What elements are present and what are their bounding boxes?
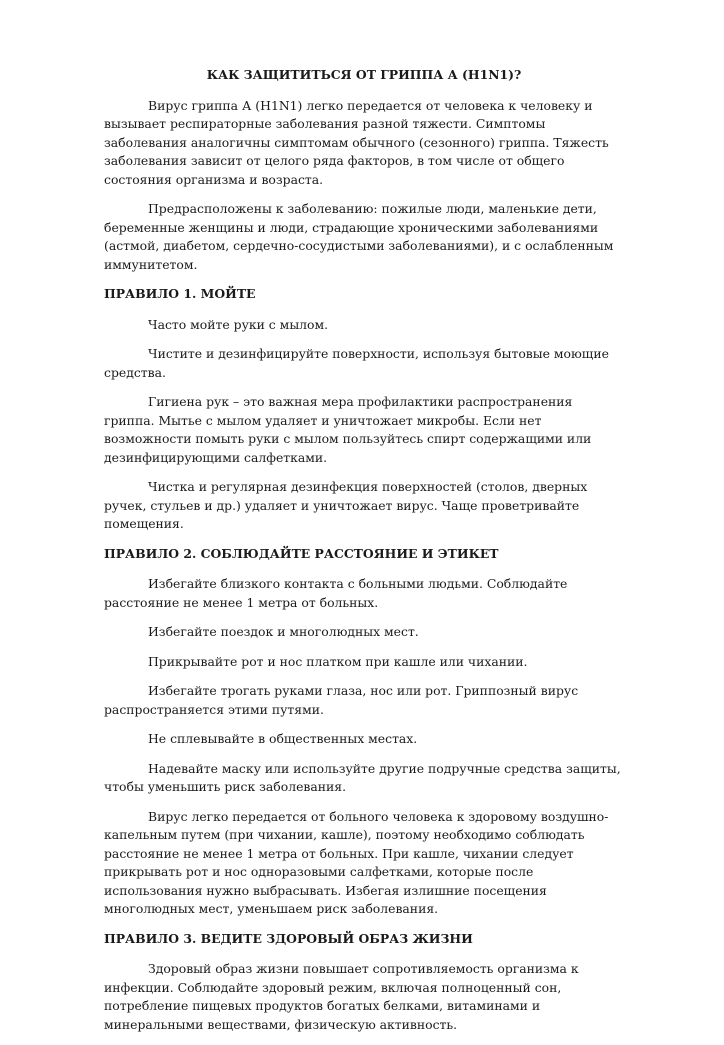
rule-3-paragraph: Здоровый образ жизни повышает сопротивляемость организма к инфекции. Соблюдайте здоровый режим, включая полноценный сон, потребление пищевых продуктов богатых белками, витаминами и минеральными веществами, физическую активность. xyxy=(104,961,579,1032)
rule-2-heading: ПРАВИЛО 2. СОБЛЮДАЙТЕ РАССТОЯНИЕ И ЭТИКЕТ xyxy=(104,545,499,561)
rule-2-paragraph: Вирус легко передается от больного человека к здоровому воздушно-капельным путем (при чихании, кашле), поэтому необходимо соблюдать расстояние не менее 1 метра от больных. При кашле, чихании следует прикрывать рот и нос одноразовыми салфетками, которые после использования нужно выбрасывать. Избегая излишние посещения многолюдных мест, уменьшаем риск заболевания. xyxy=(104,808,609,916)
rule-2-paragraph: Прикрывайте рот и нос платком при кашле или чихании. xyxy=(148,653,528,669)
rule-2-paragraph: Надевайте маску или используйте другие подручные средства защиты, чтобы уменьшить риск заболевания. xyxy=(104,760,621,794)
document-title: КАК ЗАЩИТИТЬСЯ ОТ ГРИППА А (H1N1)? xyxy=(206,67,522,82)
rule-3-heading: ПРАВИЛО 3. ВЕДИТЕ ЗДОРОВЫЙ ОБРАЗ ЖИЗНИ xyxy=(104,930,473,946)
intro-paragraph: Предрасположены к заболеванию: пожилые люди, маленькие дети, беременные женщины и люди, страдающие хроническими заболеваниями (астмой, диабетом, сердечно-сосудистыми заболеваниями), и с ослабленным иммунитетом. xyxy=(104,201,614,272)
rule-1-paragraph: Чистите и дезинфицируйте поверхности, используя бытовые моющие средства. xyxy=(104,346,609,380)
rule-2-paragraph: Избегайте поездок и многолюдных мест. xyxy=(148,624,419,639)
rule-2-paragraph: Избегайте близкого контакта с больными людьми. Соблюдайте расстояние не менее 1 метра от больных. xyxy=(104,576,568,610)
rule-1-paragraph: Часто мойте руки с мылом. xyxy=(148,316,329,332)
rule-2-paragraph: Избегайте трогать руками глаза, нос или рот. Гриппозный вирус распространяется этими путями. xyxy=(104,683,579,717)
rule-1-heading: ПРАВИЛО 1. МОЙТЕ xyxy=(104,286,256,301)
rule-1-paragraph: Гигиена рук – это важная мера профилактики распространения гриппа. Мытье с мылом удаляет и уничтожает микробы. Если нет возможности помыть руки с мылом пользуйтесь спирт содержащими или дезинфицирующими салфетками. xyxy=(104,394,592,465)
intro-paragraph: Вирус гриппа А (H1N1) легко передается от человека к человеку и вызывает респираторные заболевания разной тяжести. Симптомы заболевания аналогичны симптомам обычного (сезонного) гриппа. Тяжесть заболевания зависит от целого ряда факторов, в том числе от общего состояния организма и возраста. xyxy=(104,97,609,187)
document-page xyxy=(104,66,624,1045)
rule-1-paragraph: Чистка и регулярная дезинфекция поверхностей (столов, дверных ручек, стульев и др.) удаляет и уничтожает вирус. Чаще проветривайте помещения. xyxy=(104,479,588,531)
rule-2-paragraph: Не сплевывайте в общественных местах. xyxy=(148,731,418,746)
